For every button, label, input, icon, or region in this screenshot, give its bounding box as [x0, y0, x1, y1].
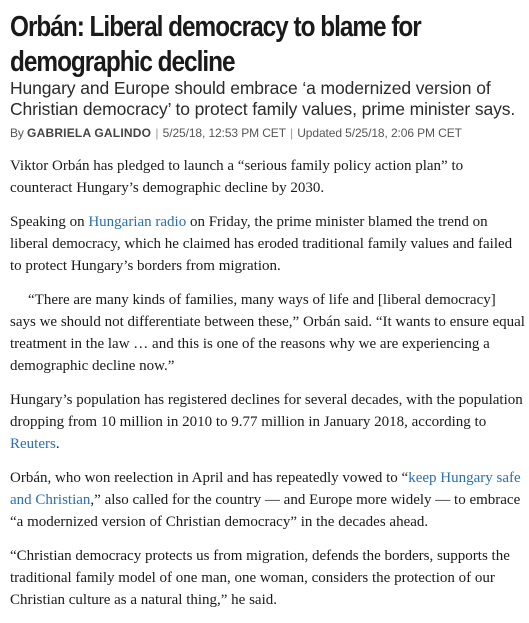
keep-hungary-safe-link[interactable]: keep Hungary safe and Christian: [10, 470, 521, 508]
byline-separator: |: [289, 126, 293, 140]
paragraph: Viktor Orbán has pledged to launch a “serious family policy action plan” to counteract Hungary’s demographic decline by 2030.: [10, 158, 464, 196]
paragraph: “There are many kinds of families, many ways of life and [liberal democracy] says we should not differentiate between these,” Orbán said. “It wants to ensure equal treatment in the law … and this is one of the reasons why we are experiencing a demographic decline now.”: [10, 292, 525, 374]
paragraph-text: on Friday, the prime minister blamed the trend on liberal democracy, which he claimed has eroded traditional family values and failed to protect Hungary’s borders from migration.: [10, 214, 513, 274]
published-date: 5/25/18, 12:53 PM CET: [162, 126, 286, 140]
author-name[interactable]: GABRIELA GALINDO: [27, 126, 152, 140]
paragraph-text: Orbán, who won reelection in April and has repeatedly vowed to “: [10, 470, 409, 486]
paragraph: [10, 211, 525, 277]
paragraph-text: Speaking on: [10, 214, 89, 230]
hungarian-radio-link[interactable]: Hungarian radio: [88, 214, 187, 230]
subheadline: Hungary and Europe should embrace ‘a modernized version of Christian democracy’ to protect family values, prime minister says.: [10, 78, 516, 119]
paragraph: [10, 389, 525, 455]
paragraph: [10, 467, 525, 533]
paragraph: “Christian democracy protects us from migration, defends the borders, supports the traditional family model of one man, one woman, considers the protection of our Christian culture as a natural thing,” he said.: [10, 548, 510, 608]
reuters-link[interactable]: Reuters: [10, 436, 56, 452]
paragraph-text: ,” also called for the country — and Europe more widely — to embrace “a modernized version of Christian democracy” in the decades ahead.: [10, 492, 521, 530]
byline-separator: |: [155, 126, 159, 140]
article-body: [10, 155, 525, 611]
byline: [10, 125, 525, 141]
article: [10, 10, 525, 623]
headline: Orbán: Liberal democracy to blame for demographic decline: [10, 11, 421, 78]
paragraph-text: Hungary’s population has registered declines for several decades, with the population dropping from 10 million in 2010 to 9.77 million in January 2018, according to: [10, 392, 523, 430]
byline-prefix: By: [10, 126, 28, 140]
paragraph-text: .: [55, 436, 60, 452]
updated-date: Updated 5/25/18, 2:06 PM CET: [297, 126, 462, 140]
